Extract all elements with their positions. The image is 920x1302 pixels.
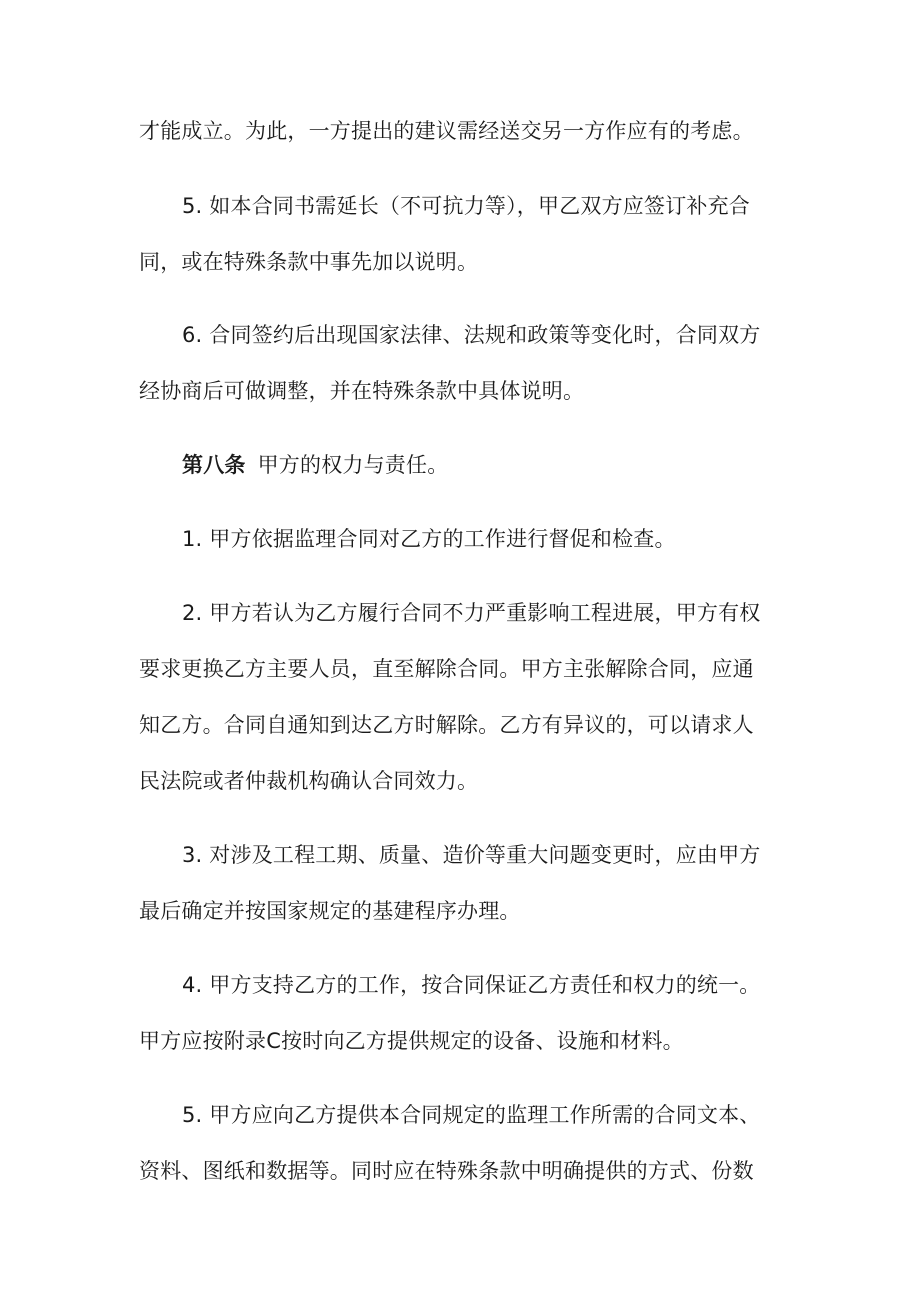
clause-6-line-2: 经协商后可做调整，并在特殊条款中具体说明。 (139, 379, 585, 403)
article-8-heading (182, 450, 822, 480)
item-2-line-1: 2. 甲方若认为乙方履行合同不力严重影响工程进展，甲方有权 (182, 601, 761, 625)
clause-5-line-1: 5. 如本合同书需延长（不可抗力等），甲乙双方应签订补充合 (182, 194, 751, 218)
item-5-line-2: 资料、图纸和数据等。同时应在特殊条款中明确提供的方式、份数 (139, 1159, 754, 1183)
item-2-line-4: 民法院或者仲裁机构确认合同效力。 (139, 769, 479, 793)
clause-5-line-2: 同，或在特殊条款中事先加以说明。 (139, 250, 479, 274)
article-number: 第八条 (182, 453, 246, 477)
article-title: 甲方的权力与责任。 (257, 453, 449, 477)
item-1-line: 1. 甲方依据监理合同对乙方的工作进行督促和检查。 (182, 527, 676, 551)
item-4-line-1: 4. 甲方支持乙方的工作，按合同保证乙方责任和权力的统一。 (182, 973, 761, 997)
item-2-line-3: 知乙方。合同自通知到达乙方时解除。乙方有异议的，可以请求人 (139, 713, 754, 737)
item-4-line-2: 甲方应按附录C按时向乙方提供规定的设备、设施和材料。 (139, 1029, 684, 1053)
item-3-line-2: 最后确定并按国家规定的基建程序办理。 (139, 899, 521, 923)
item-2-line-2: 要求更换乙方主要人员，直至解除合同。甲方主张解除合同，应通 (139, 657, 754, 681)
item-5-line-1: 5. 甲方应向乙方提供本合同规定的监理工作所需的合同文本、 (182, 1103, 761, 1127)
clause-6-line-1: 6. 合同签约后出现国家法律、法规和政策等变化时，合同双方 (182, 323, 761, 347)
item-3-line-1: 3. 对涉及工程工期、质量、造价等重大问题变更时，应由甲方 (182, 843, 761, 867)
text-line: 才能成立。为此，一方提出的建议需经送交另一方作应有的考虑。 (139, 119, 754, 143)
